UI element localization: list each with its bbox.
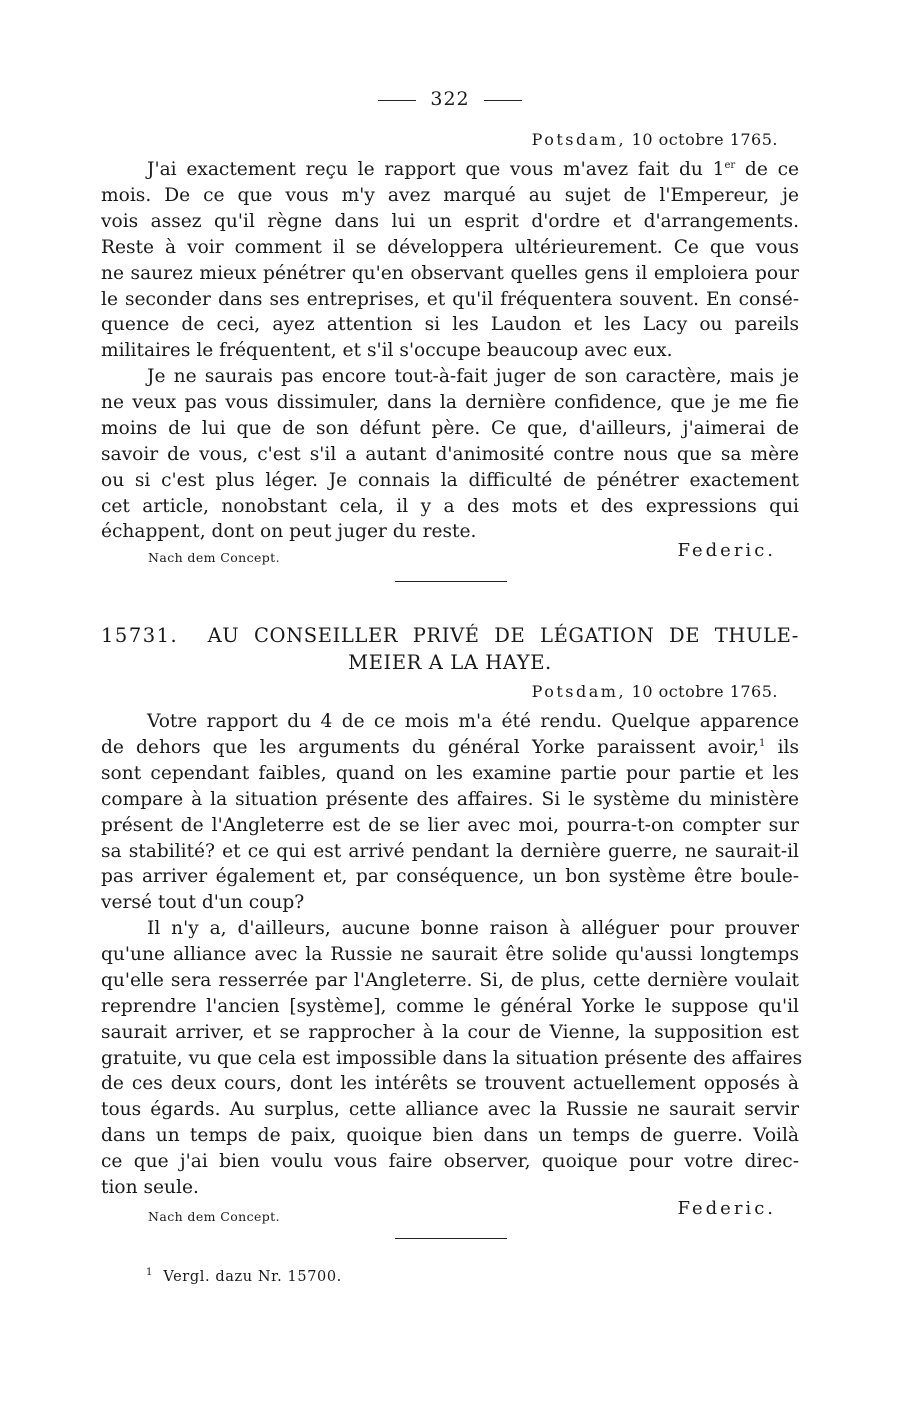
separator-rule — [395, 1238, 507, 1239]
paragraph-line: saurait arriver, et se rapprocher à la cour de Vienne, la supposition est — [101, 1021, 799, 1043]
paragraph-line: J'ai exactement reçu le rapport que vous m'avez fait du 1er de ce — [147, 159, 799, 180]
paragraph-line: dans un temps de paix, quoique bien dans un temps de guerre. Voilà — [101, 1125, 799, 1147]
letter1-dateline — [532, 130, 778, 149]
paragraph-line: de dehors que les arguments du général Yorke paraissent avoir,$^1$ ils — [101, 736, 799, 758]
letter2-signature: Federic. — [677, 1198, 776, 1219]
paragraph-line: tion seule. — [101, 1177, 199, 1199]
page-number-dash-right — [484, 100, 522, 101]
letter2-paragraph-2 — [101, 916, 803, 1201]
letter2-heading-line-1: 15731. AU CONSEILLER PRIVÉ DE LÉGATION DE THULE- — [101, 624, 799, 647]
letter2-dateline-place: Potsdam, — [531, 682, 627, 701]
paragraph-line: qu'une alliance avec la Russie ne saurait être solide qu'aussi longtemps — [101, 943, 799, 965]
footnote-reference[interactable]: 1 — [759, 737, 766, 749]
footnote — [146, 1269, 342, 1285]
letter-number: 15731. — [101, 624, 179, 647]
paragraph-line: mois. De ce que vous m'y avez marqué au sujet de l'Empereur, je — [101, 184, 799, 206]
paragraph-line: cet article, nonobstant cela, il y a des mots et des expressions qui — [101, 495, 799, 517]
paragraph-line: reprendre l'ancien [système], comme le général Yorke le suppose qu'il — [101, 995, 799, 1017]
paragraph-line: qu'elle sera resserrée par l'Angleterre. Si, de plus, cette dernière voulait — [101, 969, 799, 991]
separator-rule — [395, 581, 507, 582]
letter2-heading-line-2: MEIER A LA HAYE. — [348, 651, 552, 674]
letter1-dateline-place: Potsdam, — [531, 130, 627, 149]
paragraph-line: ne saurez mieux pénétrer qu'en observant quelles gens il emploiera pour — [101, 262, 799, 284]
letter1-dateline-date: 10 octobre 1765. — [631, 130, 778, 149]
page-number-dash-left — [378, 100, 416, 101]
paragraph-line: savoir de vous, c'est s'il a autant d'animosité contre nous que sa mère — [101, 443, 799, 465]
paragraph-line: le seconder dans ses entreprises, et qu'il fréquentera souvent. En consé- — [101, 288, 799, 310]
paragraph-line: versé tout d'un coup? — [101, 892, 305, 914]
paragraph-line: sont cependant faibles, quand on les examine partie pour partie et les — [101, 762, 799, 784]
paragraph-line: ou si c'est plus léger. Je connais la difficulté de pénétrer exactement — [101, 469, 799, 491]
letter2-source-note: Nach dem Concept. — [148, 1209, 280, 1224]
paragraph-line: militaires le fréquentent, et s'il s'occupe beaucoup avec eux. — [101, 340, 673, 362]
paragraph-line: moins de lui que de son défunt père. Ce que, d'ailleurs, j'aimerai de — [101, 417, 799, 439]
paragraph-line: Il n'y a, d'ailleurs, aucune bonne raison à alléguer pour prouver — [147, 918, 799, 939]
letter2-dateline-date: 10 octobre 1765. — [631, 682, 778, 701]
letter2-heading — [101, 622, 799, 676]
letter2-paragraph-1 — [101, 709, 799, 916]
letter1-signature: Federic. — [677, 540, 776, 561]
paragraph-line: tous égards. Au surplus, cette alliance avec la Russie ne saurait servir — [101, 1099, 799, 1121]
footnote-mark: 1 — [146, 1267, 153, 1279]
letter1-paragraph-1 — [101, 157, 799, 364]
letter1-paragraph-2 — [101, 364, 799, 545]
paragraph-line: sa stabilité? et ce qui est arrivé pendant la dernière guerre, ne saurait-il — [101, 840, 799, 862]
letter1-source-note: Nach dem Concept. — [148, 550, 280, 565]
paragraph-line: ne veux pas vous dissimuler, dans la dernière confidence, que je me fie — [101, 391, 799, 413]
paragraph-line: gratuite, vu que cela est impossible dans la situation présente des affaires — [101, 1047, 803, 1069]
footnote-text: Vergl. dazu Nr. 15700. — [163, 1269, 342, 1285]
paragraph-line: vois assez qu'il règne dans lui un esprit d'ordre et d'arrangements. — [101, 210, 799, 232]
paragraph-line: Je ne saurais pas encore tout-à-fait juger de son caractère, mais je — [147, 366, 799, 387]
paragraph-line: compare à la situation présente des affaires. Si le système du ministère — [101, 788, 799, 810]
paragraph-line: de ces deux cours, dont les intérêts se trouvent actuellement opposés à — [101, 1073, 799, 1095]
paragraph-line: ce que j'ai bien voulu vous faire observer, quoique pour votre direc- — [101, 1151, 799, 1173]
paragraph-line: pas arriver également et, par conséquence, un bon système être boule- — [101, 866, 799, 888]
page-number-text: 322 — [430, 88, 470, 110]
paragraph-line: échappent, dont on peut juger du reste. — [101, 521, 477, 543]
letter2-dateline — [532, 682, 778, 701]
paragraph-line: Votre rapport du 4 de ce mois m'a été rendu. Quelque apparence — [147, 711, 799, 732]
paragraph-line: présent de l'Angleterre est de se lier avec moi, pourra-t-on compter sur — [101, 814, 799, 836]
paragraph-line: Reste à voir comment il se développera ultérieurement. Ce que vous — [101, 236, 799, 258]
paragraph-line: quence de ceci, ayez attention si les Laudon et les Lacy ou pareils — [101, 314, 799, 336]
page-number — [0, 88, 900, 110]
